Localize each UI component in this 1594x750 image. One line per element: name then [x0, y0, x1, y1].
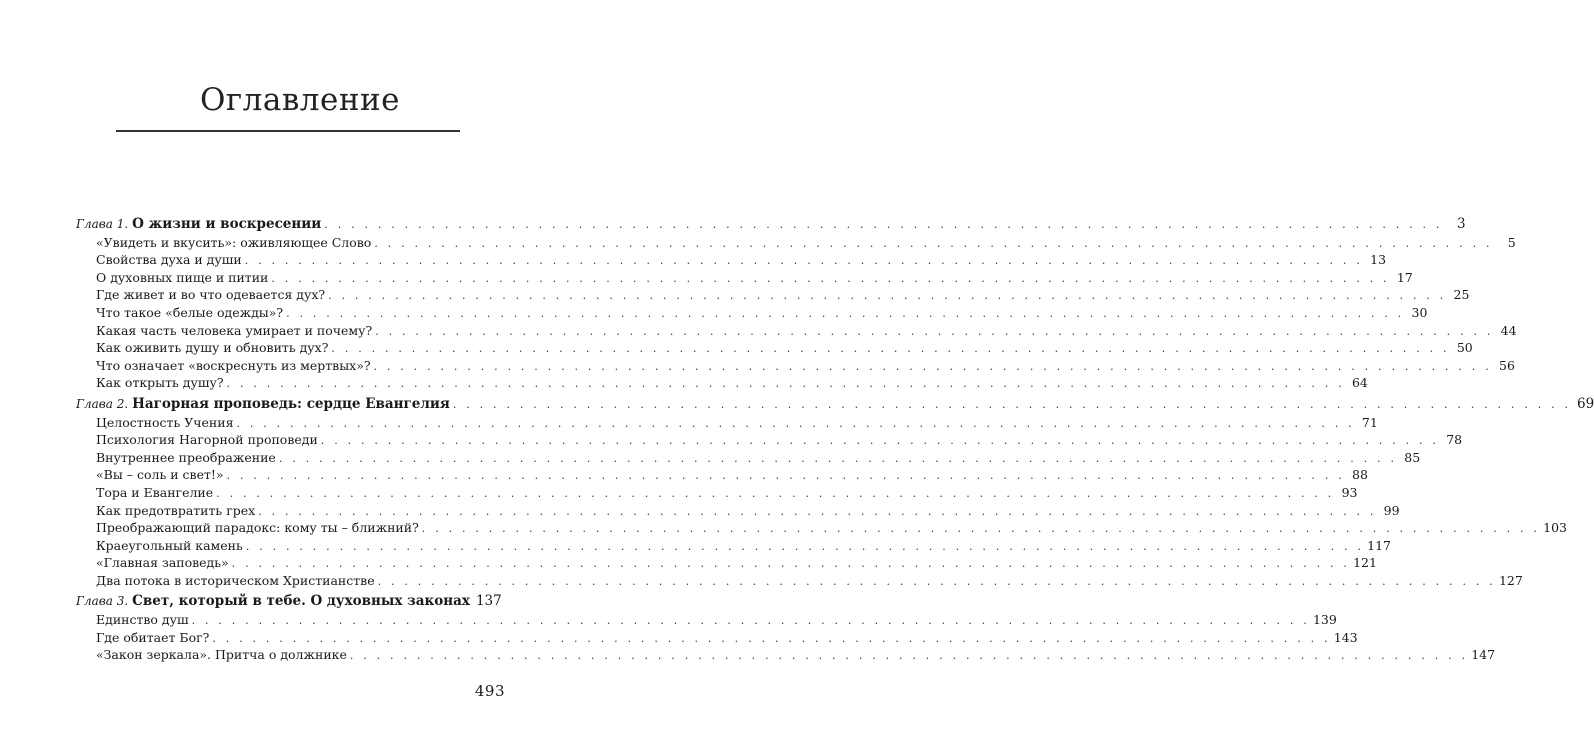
section-title: «Главная заповедь» [96, 555, 229, 571]
section-title: Как открыть душу? [96, 375, 224, 391]
toc-section-row [76, 449, 1421, 467]
dot-leader [232, 555, 1350, 573]
toc-section-row [76, 554, 1377, 572]
chapter-page-number: 69 [1577, 395, 1594, 412]
section-title: «Увидеть и вкусить»: оживляющее Слово [96, 234, 372, 250]
dot-leader [258, 503, 1376, 521]
toc-chapter-row [76, 395, 1594, 414]
section-page-number: 64 [1351, 375, 1368, 391]
dot-leader [246, 538, 1364, 556]
title-underline [116, 130, 460, 132]
dot-leader [279, 450, 1397, 468]
section-page-number: 56 [1499, 357, 1515, 373]
chapter-label: Глава 2. [76, 396, 129, 411]
dot-leader [422, 520, 1540, 538]
section-page-number: 88 [1352, 467, 1368, 483]
page-number: 493 [474, 682, 505, 700]
section-title: Свойства духа и души [96, 252, 242, 268]
section-title: Тора и Евангелие [96, 484, 214, 500]
dot-leader [227, 375, 1345, 393]
dot-leader [453, 396, 1571, 414]
toc-section-row [76, 322, 1517, 340]
section-title: Внутреннее преображение [96, 449, 276, 465]
toc-section-row [76, 629, 1358, 647]
toc-section-row [76, 466, 1368, 484]
dot-leader [212, 630, 1330, 648]
section-page-number: 127 [1498, 572, 1523, 588]
section-page-number: 143 [1333, 629, 1358, 645]
chapter-page-number: 3 [1457, 216, 1466, 232]
section-page-number: 17 [1396, 269, 1413, 285]
section-page-number: 147 [1471, 647, 1496, 663]
section-page-number: 103 [1543, 520, 1567, 536]
dot-leader [321, 432, 1439, 450]
section-title: Как предотвратить грех [96, 502, 256, 518]
section-title: Где обитает Бог? [96, 629, 210, 645]
dot-leader [375, 323, 1493, 341]
toc-section-row [76, 286, 1470, 304]
section-title: Что такое «белые одежды»? [96, 304, 284, 320]
toc-section-row [76, 414, 1378, 432]
section-page-number: 139 [1312, 612, 1337, 628]
dot-leader [328, 287, 1446, 305]
table-of-contents [76, 216, 1594, 664]
section-title: Психология Нагорной проповеди [96, 432, 318, 448]
section-page-number: 121 [1353, 555, 1377, 571]
toc-section-row [76, 611, 1337, 629]
section-page-number: 71 [1361, 414, 1378, 430]
section-title: Что означает «воскреснуть из мертвых»? [96, 357, 371, 373]
section-page-number: 30 [1411, 304, 1428, 320]
section-page-number: 25 [1453, 287, 1470, 303]
chapter-title: О жизни и воскресении [132, 216, 322, 232]
page-title: Оглавление [200, 82, 400, 118]
toc-section-row [76, 537, 1392, 555]
section-page-number: 78 [1446, 432, 1463, 448]
dot-leader [216, 485, 1334, 503]
section-title: Целостность Учения [96, 414, 234, 430]
toc-section-row [76, 357, 1515, 375]
section-page-number: 85 [1404, 449, 1421, 465]
toc-section-row [76, 572, 1523, 590]
section-title: О духовных пище и питии [96, 269, 269, 285]
dot-leader [378, 573, 1496, 591]
section-page-number: 50 [1456, 340, 1473, 356]
section-title: Как оживить душу и обновить дух? [96, 340, 329, 356]
section-page-number: 44 [1500, 322, 1517, 338]
dot-leader [374, 235, 1492, 253]
section-title: Два потока в историческом Христианстве [96, 572, 375, 588]
toc-section-row [76, 646, 1496, 664]
toc-section-row [76, 519, 1567, 537]
toc-section-row [76, 484, 1358, 502]
chapter-label: Глава 3. [76, 594, 129, 609]
dot-leader [227, 467, 1345, 485]
dot-leader [245, 252, 1363, 270]
toc-section-row [76, 502, 1400, 520]
toc-section-row [76, 374, 1368, 392]
section-page-number: 5 [1507, 234, 1516, 250]
section-title: «Вы – соль и свет!» [96, 467, 224, 483]
dot-leader [271, 270, 1389, 288]
section-page-number: 93 [1341, 484, 1358, 500]
dot-leader [350, 647, 1468, 665]
chapter-title: Свет, который в тебе. О духовных законах [132, 593, 470, 610]
toc-section-row [76, 269, 1413, 287]
section-page-number: 13 [1370, 252, 1387, 268]
toc-chapter-row [76, 593, 502, 611]
toc-chapter-row [76, 216, 1466, 234]
section-title: Краеугольный камень [96, 537, 243, 553]
dot-leader [374, 358, 1492, 376]
section-page-number: 117 [1367, 537, 1392, 553]
toc-section-row [76, 431, 1463, 449]
section-page-number: 99 [1383, 502, 1400, 518]
toc-section-row [76, 304, 1428, 322]
chapter-page-number: 137 [475, 593, 502, 610]
chapter-label: Глава 1. [76, 217, 129, 231]
toc-section-row [76, 234, 1516, 252]
dot-leader [324, 216, 1442, 234]
toc-section-row [76, 339, 1473, 357]
dot-leader [236, 415, 1354, 433]
dot-leader [331, 340, 1449, 358]
section-title: Где живет и во что одевается дух? [96, 287, 326, 303]
toc-section-row [76, 251, 1387, 269]
section-title: Преображающий парадокс: кому ты – ближний? [96, 520, 419, 536]
chapter-title: Нагорная проповедь: сердце Евангелия [132, 395, 450, 412]
section-title: «Закон зеркала». Притча о должнике [96, 647, 347, 663]
dot-leader [192, 612, 1310, 630]
section-title: Единство душ [96, 612, 189, 628]
section-title: Какая часть человека умирает и почему? [96, 322, 373, 338]
dot-leader [286, 305, 1404, 323]
